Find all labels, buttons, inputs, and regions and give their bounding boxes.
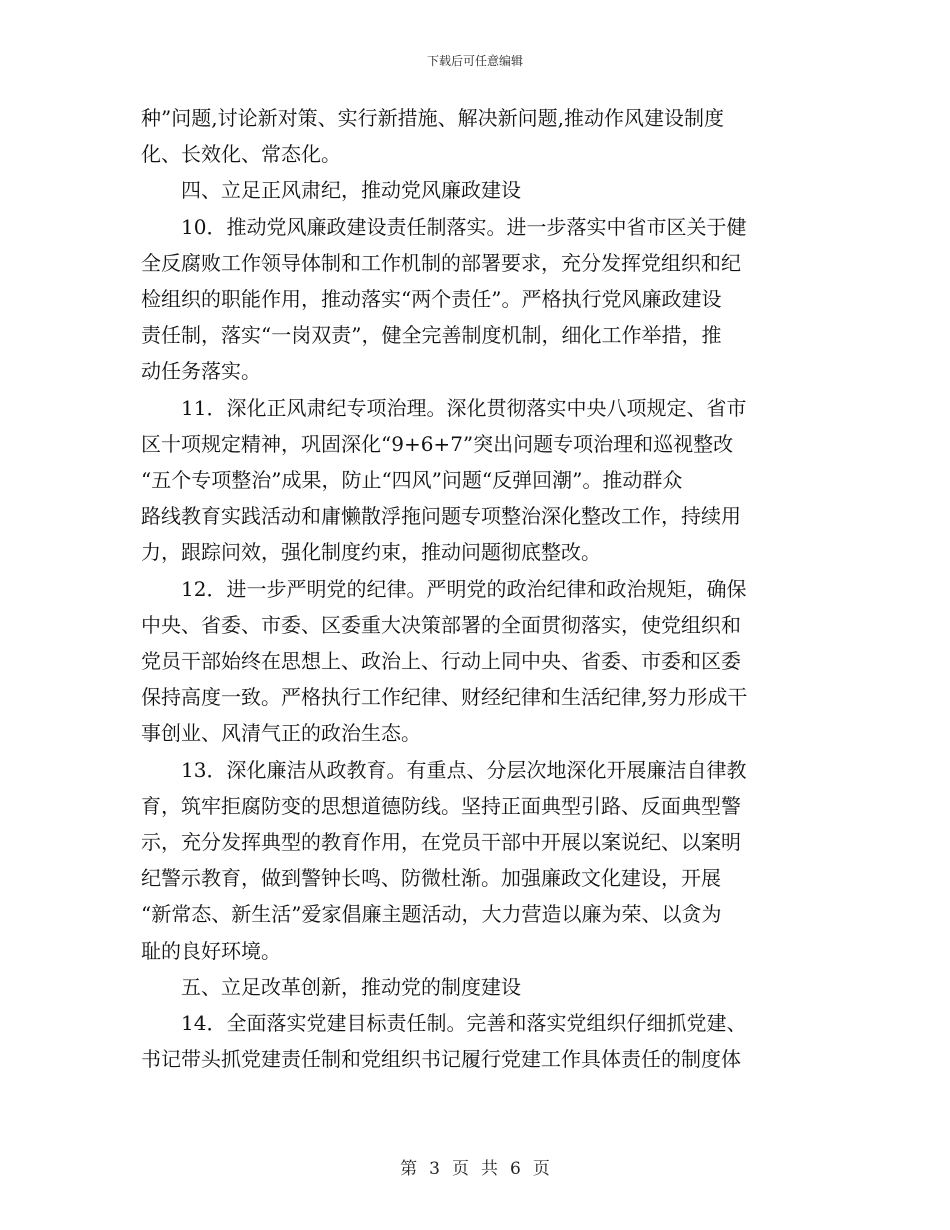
- text-line: 全反腐败工作领导体制和工作机制的部署要求，充分发挥党组织和纪: [141, 250, 741, 275]
- page-footer: [0, 1154, 950, 1179]
- text-line: “新常态、新生活”爱家倡廉主题活动，大力营造以廉为荣、以贪为: [141, 902, 722, 927]
- footer-word: 页: [452, 1159, 469, 1179]
- text-line: 化、长效化、常态化。: [141, 142, 341, 167]
- text-line: 责任制，落实“一岗双责”，健全完善制度机制，细化工作举措，推: [141, 323, 722, 348]
- text-line: 力，跟踪问效，强化制度约束，推动问题彻底整改。: [141, 540, 601, 565]
- text-line: 14．全面落实党建目标责任制。完善和落实党组织仔细抓党建、: [141, 1011, 747, 1036]
- text-line: 育，筑牢拒腐防变的思想道德防线。坚持正面典型引路、反面典型警: [141, 793, 741, 818]
- footer-word: 页: [532, 1159, 550, 1179]
- footer-word: 第: [400, 1159, 418, 1179]
- text-line: 耻的良好环境。: [141, 938, 281, 963]
- text-line: 纪警示教育，做到警钟长鸣、防微杜渐。加强廉政文化建设，开展: [141, 866, 721, 891]
- text-line: 事创业、风清气正的政治生态。: [141, 721, 421, 746]
- text-line: 13．深化廉洁从政教育。有重点、分层次地深化开展廉洁自律教: [141, 757, 747, 782]
- footer-word: 共: [481, 1159, 498, 1179]
- text-line: 12．进一步严明党的纪律。严明党的政治纪律和政治规矩，确保: [141, 576, 747, 601]
- text-line: 党员干部始终在思想上、政治上、行动上同中央、省委、市委和区委: [141, 649, 741, 674]
- text-line: 中央、省委、市委、区委重大决策部署的全面贯彻落实，使党组织和: [141, 612, 741, 637]
- page-header: 下载后可任意编辑: [426, 54, 523, 68]
- text-line: 区十项规定精神，巩固深化“9+6+7”突出问题专项治理和巡视整改: [141, 431, 734, 456]
- text-line: 书记带头抓党建责任制和党组织书记履行党建工作具体责任的制度体: [141, 1047, 741, 1072]
- section-heading: 五、立足改革创新，推动党的制度建设: [141, 974, 521, 999]
- text-line: 10．推动党风廉政建设责任制落实。进一步落实中省市区关于健: [141, 214, 747, 239]
- document-body: [141, 100, 809, 1077]
- page-total: 6: [510, 1159, 521, 1179]
- text-line: 示，充分发挥典型的教育作用，在党员干部中开展以案说纪、以案明: [141, 830, 741, 855]
- text-line: 11．深化正风肃纪专项治理。深化贯彻落实中央八项规定、省市: [141, 395, 747, 420]
- section-heading: 四、立足正风肃纪，推动党风廉政建设: [141, 178, 521, 203]
- text-line: 检组织的职能作用，推动落实“两个责任”。严格执行党风廉政建设: [141, 287, 722, 312]
- text-line: 种”问题,讨论新对策、实行新措施、解决新问题,推动作风建设制度: [141, 106, 724, 130]
- text-line: 路线教育实践活动和庸懒散浮拖问题专项整治深化整改工作，持续用: [141, 504, 741, 529]
- text-line: 保持高度一致。严格执行工作纪律、财经纪律和生活纪律,努力形成干: [141, 685, 748, 710]
- page-number: 3: [429, 1159, 440, 1179]
- text-line: 动任务落实。: [141, 359, 261, 384]
- text-line: “五个专项整治”成果，防止“四风”问题“反弹回潮”。推动群众: [141, 468, 683, 493]
